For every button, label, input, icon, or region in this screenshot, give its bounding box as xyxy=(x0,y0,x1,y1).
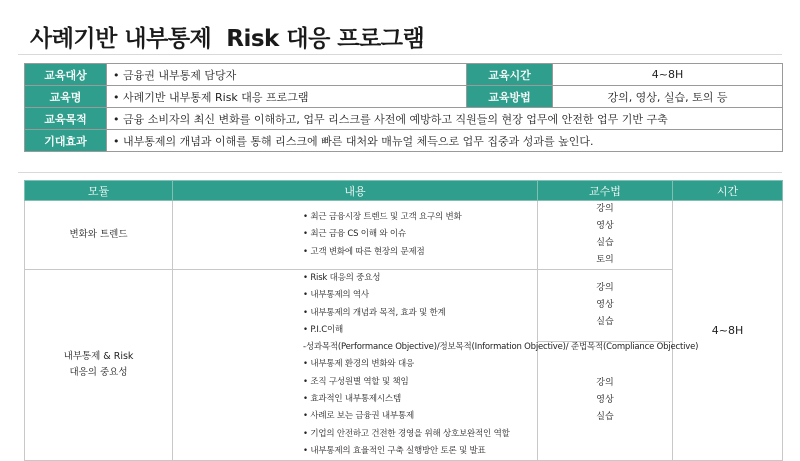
header-content: 내용 xyxy=(173,181,538,201)
page-title: 사례기반 내부통제 Risk 대응 프로그램 xyxy=(30,26,425,52)
method-item: 강의 xyxy=(596,204,614,214)
course-name-label: 교육명 xyxy=(25,86,107,108)
effect-value: • 내부통제의 개념과 이해를 통해 리스크에 빠른 대처와 매뉴얼 체득으로 업무 집중과 성과를 높인다. xyxy=(107,130,783,152)
module-name: 변화와 트렌드 xyxy=(25,201,173,270)
module-content xyxy=(173,201,538,270)
module-name: 내부통제 & Risk 대응의 중요성 xyxy=(25,270,173,461)
list-item: • Risk 대응의 중요성 xyxy=(303,270,537,287)
list-item: • 기업의 안전하고 건전한 경영을 위해 상호보완적인 역할 xyxy=(303,426,537,443)
method-item: 실습 xyxy=(596,412,614,423)
list-item: • 내부통제의 효율적인 구축 실행방안 토론 및 발표 xyxy=(303,443,537,460)
header-time: 시간 xyxy=(673,181,783,201)
module-time: 4~8H xyxy=(673,201,783,461)
list-item: • P.I.C이해 xyxy=(303,322,537,339)
method-item: 영상 xyxy=(596,221,614,231)
method-item: 토의 xyxy=(596,255,614,265)
list-item: • 내부통제의 역사 xyxy=(303,287,537,304)
module-table xyxy=(24,180,783,461)
method-item: 영상 xyxy=(596,299,614,310)
section-divider xyxy=(18,172,782,173)
list-item: • 내부통제의 개념과 목적, 효과 및 한계 xyxy=(303,305,537,322)
list-item: -성과목적(Performance Objective)/정보목적(Information Objective)/ 준법목적(Compliance Objective) xyxy=(303,342,699,353)
target-label: 교육대상 xyxy=(25,64,107,86)
list-item: • 내부통제 환경의 변화와 대응 xyxy=(303,356,537,373)
method-item: 영상 xyxy=(596,395,614,406)
target-value: • 금융권 내부통제 담당자 xyxy=(107,64,467,86)
header-method: 교수법 xyxy=(538,181,673,201)
header-module: 모듈 xyxy=(25,181,173,201)
method-item: 강의 xyxy=(596,282,614,293)
time-label: 교육시간 xyxy=(467,64,553,86)
title-divider xyxy=(18,54,782,55)
list-item: • 고객 변화에 따른 현장의 문제점 xyxy=(303,244,537,261)
module-methods xyxy=(538,270,673,342)
module-methods xyxy=(538,341,673,461)
method-value: 강의, 영상, 실습, 토의 등 xyxy=(553,86,783,108)
method-item: 실습 xyxy=(596,238,614,248)
course-name-value: • 사례기반 내부통제 Risk 대응 프로그램 xyxy=(107,86,467,108)
method-label: 교육방법 xyxy=(467,86,553,108)
list-item: • 최근 금융시장 트렌드 및 고객 요구의 변화 xyxy=(303,209,537,226)
list-item: • 효과적인 내부통제시스템 xyxy=(303,391,537,408)
effect-label: 기대효과 xyxy=(25,130,107,152)
method-item: 실습 xyxy=(596,316,614,327)
goal-label: 교육목적 xyxy=(25,108,107,130)
module-methods xyxy=(538,201,673,270)
course-info-table xyxy=(24,63,783,152)
list-item: • 최근 금융 CS 이해 와 이슈 xyxy=(303,226,537,243)
list-item: • 조직 구성원별 역할 및 책임 xyxy=(303,374,537,391)
method-item: 강의 xyxy=(596,378,614,389)
time-value: 4~8H xyxy=(553,64,783,86)
list-item: • 사례로 보는 금융권 내부통제 xyxy=(303,408,537,425)
goal-value: • 금융 소비자의 최신 변화를 이해하고, 업무 리스크를 사전에 예방하고 직원들의 현장 업무에 안전한 업무 기반 구축 xyxy=(107,108,783,130)
